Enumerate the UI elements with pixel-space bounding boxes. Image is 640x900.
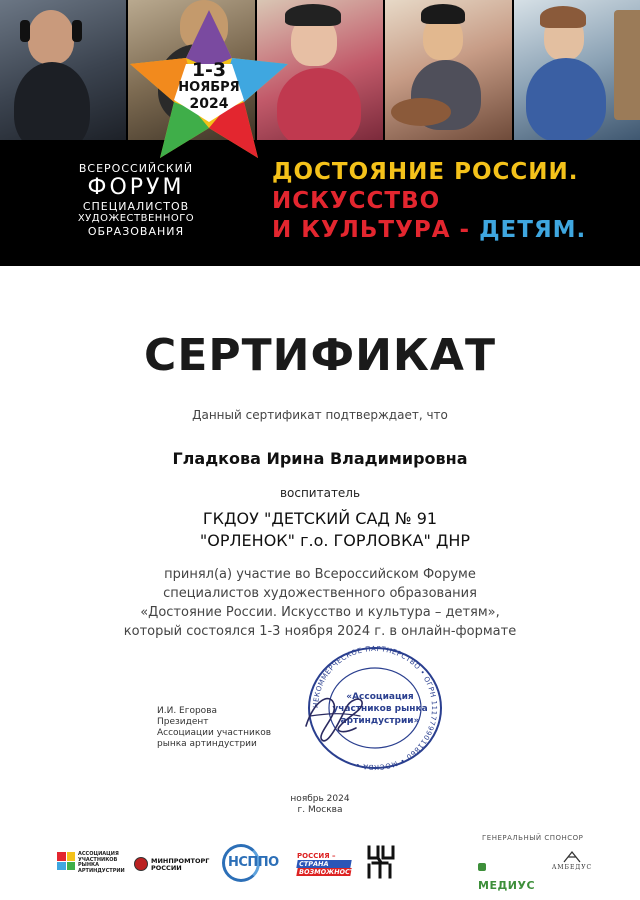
ambedus-logo-text: АМБЕДУС: [551, 864, 593, 871]
participant-position: воспитатель: [279, 486, 361, 500]
forum-banner: [0, 0, 640, 266]
rso-line: ВОЗМОЖНОСТЕЙ: [298, 868, 365, 876]
signatory-role: Президент: [157, 717, 209, 727]
signatory-org: рынка артиндустрии: [157, 739, 257, 749]
signatory-name: И.И. Егорова: [157, 706, 218, 716]
signatory-block: [157, 706, 271, 750]
minpromtorg-logo: [134, 855, 214, 877]
description-line: который состоялся 1-3 ноября 2024 г. в онлайн-формате: [123, 624, 517, 639]
forum-name-line: ВСЕРОССИЙСКИЙ: [78, 162, 194, 175]
issue-date-place: [0, 794, 640, 816]
minpromtorg-line: МИНПРОМТОРГ: [151, 857, 210, 865]
participant-organization: [0, 508, 640, 552]
rso-line: РОССИЯ –: [297, 852, 336, 860]
issue-city: г. Москва: [297, 805, 343, 815]
forum-name-line: ФОРУМ: [87, 175, 185, 200]
forum-dates: [124, 60, 294, 112]
ambedus-emblem-icon: [562, 850, 582, 864]
stamp-ring-text: НЕКОММЕРЧЕСКОЕ ПАРТНЕРСТВО • ОГРН 1117799011860 • МОСКВА •: [311, 644, 439, 772]
forum-dates-month: НОЯБРЯ: [178, 80, 240, 95]
coat-of-arms-icon: [134, 857, 148, 871]
stamp-center-text: артиндустрии»: [340, 716, 420, 726]
association-logo-text: АССОЦИАЦИЯ УЧАСТНИКОВ РЫНКА АРТИНДУСТРИИ: [78, 851, 125, 874]
stamp-center-text: «Ассоциация: [346, 692, 414, 702]
photo-man-headphones: [0, 0, 128, 140]
handwritten-signature: [300, 686, 370, 746]
minpromtorg-line: РОССИИ: [151, 864, 182, 872]
nsppo-logo: [222, 844, 279, 882]
slogan-part: И КУЛЬТУРА -: [272, 217, 480, 243]
certificate-title: СЕРТИФИКАТ: [144, 330, 496, 381]
participant-name: Гладкова Ирина Владимировна: [172, 449, 468, 468]
slogan-line: ДОСТОЯНИЕ РОССИИ.: [272, 159, 579, 185]
organization-line: "ОРЛЕНОК" г.о. ГОРЛОВКА" ДНР: [199, 531, 471, 550]
organization-line: ГКДОУ "ДЕТСКИЙ САД № 91: [202, 509, 438, 528]
photo-woman-painting: [514, 0, 640, 140]
participation-description: [0, 565, 640, 641]
ambedus-logo: [548, 850, 596, 878]
photo-girl-pottery: [385, 0, 513, 140]
russia-land-of-opportunity-logo: [297, 852, 365, 880]
forum-dates-year: 2024: [189, 96, 229, 112]
description-line: «Достояние России. Искусство и культура – детям»,: [140, 605, 500, 620]
forum-slogan: [272, 158, 586, 245]
description-line: принял(а) участие во Всероссийском Форуме: [164, 567, 476, 582]
general-sponsor-label: ГЕНЕРАЛЬНЫЙ СПОНСОР: [482, 834, 584, 842]
description-line: специалистов художественного образования: [163, 586, 477, 601]
banner-photo-strip: [0, 0, 640, 140]
slogan-part: ДЕТЯМ.: [479, 217, 587, 243]
rso-line: СТРАНА: [296, 860, 351, 868]
confirm-text: Данный сертификат подтверждает, что: [192, 408, 448, 422]
stamp-center-text: участников рынка: [332, 704, 428, 714]
forum-dates-days: 1-3: [191, 59, 227, 81]
slogan-line: [272, 216, 586, 245]
nsppo-logo-text: НСППО: [228, 855, 279, 870]
medius-logo: [478, 855, 540, 892]
medius-logo-icon: [478, 863, 486, 871]
issue-date: ноябрь 2024: [290, 794, 350, 804]
medius-logo-text: МЕДИУС: [478, 879, 536, 892]
association-logo-icon: [57, 852, 75, 870]
minpromtorg-logo-text: [151, 858, 209, 872]
slogan-line: ИСКУССТВО: [272, 188, 441, 214]
signatory-org: Ассоциации участников: [157, 728, 272, 738]
forum-name-line: ОБРАЗОВАНИЯ: [87, 225, 185, 238]
forum-name-line: ХУДОЖЕСТВЕННОГО: [77, 213, 195, 224]
forum-name-line: СПЕЦИАЛИСТОВ: [82, 200, 190, 213]
forum-name: [74, 162, 198, 239]
association-logo: [57, 851, 125, 878]
cdt-glyph-logo-icon: [366, 844, 396, 880]
